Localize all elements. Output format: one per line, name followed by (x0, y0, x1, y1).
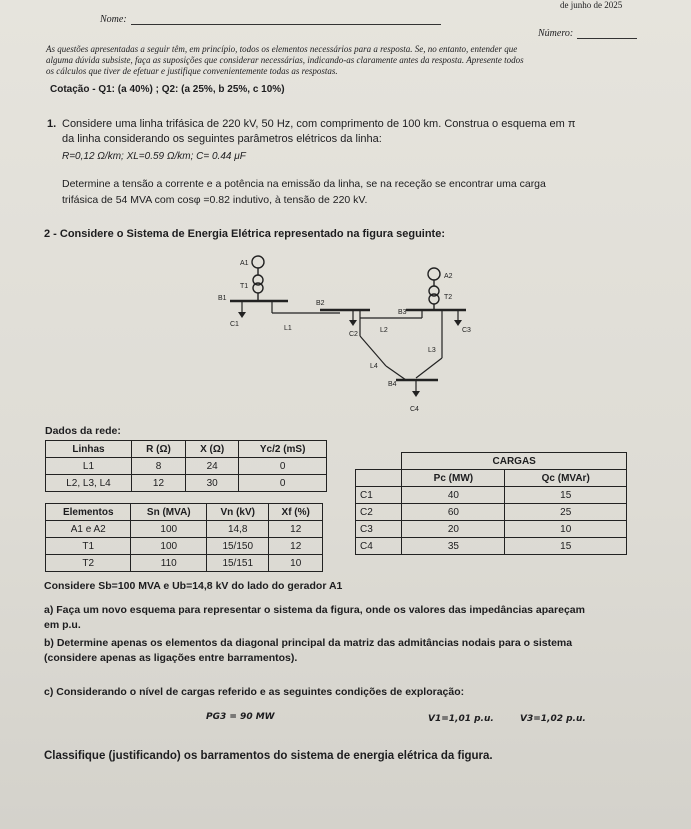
q1-task-2: trifásica de 54 MVA com cosφ =0.82 indutivo, à tensão de 220 kV. (62, 194, 368, 206)
table-cell: 110 (131, 555, 207, 572)
table-cell: C4 (356, 538, 402, 555)
table-cell: 15 (505, 538, 627, 555)
load-c4-arrow (412, 391, 420, 397)
name-label: Nome: (100, 14, 127, 25)
label-c4: C4 (410, 406, 419, 413)
line-l4 (360, 336, 386, 366)
lines-table-header (46, 441, 327, 458)
network-data-title: Dados da rede: (45, 425, 121, 437)
q2b-line-2: (considere apenas as ligações entre barramentos). (44, 652, 298, 664)
instruction-line-3: os cálculos que tiver de efetuar e justifique convenientemente todas as respostas. (46, 66, 338, 76)
name-field (100, 14, 441, 25)
table-row (46, 555, 323, 572)
table-row (356, 487, 627, 504)
label-l2: L2 (380, 327, 388, 334)
table-cell: 14,8 (207, 521, 269, 538)
table-cell: 15/150 (207, 538, 269, 555)
table-cell: 10 (505, 521, 627, 538)
col-header: Sn (MVA) (131, 504, 207, 521)
q1-params: R=0,12 Ω/km; XL=0.59 Ω/km; C= 0.44 μF (62, 151, 246, 162)
table-row (356, 521, 627, 538)
elements-table (45, 503, 323, 572)
table-row (46, 521, 323, 538)
table-cell: 20 (402, 521, 505, 538)
label-c2: C2 (349, 331, 358, 338)
label-b3: B3 (398, 309, 407, 316)
table-cell: L2, L3, L4 (46, 475, 132, 492)
table-cell: 25 (505, 504, 627, 521)
table-cell: L1 (46, 458, 132, 475)
table-row (46, 458, 327, 475)
grading: Cotação - Q1: (a 40%) ; Q2: (a 25%, b 25%, c 10%) (50, 84, 285, 95)
table-cell: 12 (131, 475, 185, 492)
table-cell: 10 (269, 555, 323, 572)
load-c2-arrow (349, 320, 357, 326)
condition-v1: V1=1,01 p.u. (428, 714, 494, 724)
col-header: Linhas (46, 441, 132, 458)
generator-a1-icon (252, 256, 264, 268)
table-row (356, 504, 627, 521)
load-c1-arrow (238, 312, 246, 318)
label-l3: L3 (428, 347, 436, 354)
table-cell: T1 (46, 538, 131, 555)
col-header: Yc/2 (mS) (239, 441, 327, 458)
table-cell: C2 (356, 504, 402, 521)
table-cell: 8 (131, 458, 185, 475)
instruction-line-2: alguma dúvida subsiste, faça as suposições que considerar necessárias, indicando-as claramente antes da resposta. Apresente todos (46, 55, 524, 65)
col-header: Xf (%) (269, 504, 323, 521)
table-cell: C3 (356, 521, 402, 538)
table-row (46, 538, 323, 555)
generator-a2-icon (428, 268, 440, 280)
power-system-diagram (210, 248, 480, 418)
table-cell: 24 (186, 458, 239, 475)
condition-pg3: PG3 = 90 MW (206, 712, 275, 722)
table-cell: 35 (402, 538, 505, 555)
q2a-line-2: em p.u. (44, 619, 81, 631)
elements-table-header (46, 504, 323, 521)
label-c3: C3 (462, 327, 471, 334)
label-a1: A1 (240, 260, 249, 267)
table-cell: 15 (505, 487, 627, 504)
col-header: Vn (kV) (207, 504, 269, 521)
q2-intro: 2 - Considere o Sistema de Energia Elétrica representado na figura seguinte: (44, 228, 446, 240)
lines-table (45, 440, 327, 492)
instruction-line-1: As questões apresentadas a seguir têm, em princípio, todos os elementos necessários para a resposta. Se, no entanto, entender que (46, 44, 518, 54)
q1-text-1: Considere uma linha trifásica de 220 kV, 50 Hz, com comprimento de 100 km. Construa o esquema em π (62, 118, 576, 130)
q2b-line-1: b) Determine apenas os elementos da diagonal principal da matriz das admitâncias nodais para o sistema (44, 637, 573, 649)
q2c-text: c) Considerando o nível de cargas referido e as seguintes condições de exploração: (44, 686, 465, 698)
q1-task-1: Determine a tensão a corrente e a potência na emissão da linha, se na receção se encontrar uma carga (62, 178, 546, 190)
table-row (46, 475, 327, 492)
table-cell: 12 (269, 521, 323, 538)
name-blank (131, 14, 441, 25)
date-stamp: de junho de 2025 (560, 0, 623, 10)
load-c3-arrow (454, 320, 462, 326)
table-cell: 40 (402, 487, 505, 504)
table-cell: C1 (356, 487, 402, 504)
table-cell: 0 (239, 475, 327, 492)
col-header: Elementos (46, 504, 131, 521)
loads-table-title: CARGAS (402, 453, 627, 470)
condition-v3: V3=1,02 p.u. (520, 714, 586, 724)
classify-text: Classifique (justificando) os barramentos do sistema de energia elétrica da figura. (44, 750, 493, 762)
table-cell: 60 (402, 504, 505, 521)
label-c1: C1 (230, 321, 239, 328)
col-header: Qc (MVAr) (505, 470, 627, 487)
label-t1: T1 (240, 283, 249, 290)
number-blank (577, 28, 637, 39)
col-header: Pc (MW) (402, 470, 505, 487)
table-row (356, 538, 627, 555)
base-values: Considere Sb=100 MVA e Ub=14,8 kV do lado do gerador A1 (44, 580, 343, 592)
table-cell: 12 (269, 538, 323, 555)
table-cell: T2 (46, 555, 131, 572)
label-l4: L4 (370, 363, 378, 370)
table-cell: 15/151 (207, 555, 269, 572)
loads-table-title-row (356, 453, 627, 470)
table-cell: 30 (186, 475, 239, 492)
table-cell: A1 e A2 (46, 521, 131, 538)
number-label: Número: (538, 28, 574, 39)
loads-table-header (356, 470, 627, 487)
label-a2: A2 (444, 273, 453, 280)
col-header: X (Ω) (186, 441, 239, 458)
table-cell: 0 (239, 458, 327, 475)
label-l1: L1 (284, 325, 292, 332)
q1-number: 1. (47, 118, 57, 130)
q2a-line-1: a) Faça um novo esquema para representar o sistema da figura, onde os valores das impedâncias apareçam (44, 604, 585, 616)
q1-text-2: da linha considerando os seguintes parâmetros elétricos da linha: (62, 133, 382, 145)
label-b2: B2 (316, 300, 325, 307)
number-field (538, 28, 637, 39)
table-cell: 100 (131, 521, 207, 538)
table-cell: 100 (131, 538, 207, 555)
label-b4: B4 (388, 381, 397, 388)
label-b1: B1 (218, 295, 227, 302)
loads-table (355, 452, 627, 555)
col-header: R (Ω) (131, 441, 185, 458)
col-header (356, 470, 402, 487)
label-t2: T2 (444, 294, 453, 301)
